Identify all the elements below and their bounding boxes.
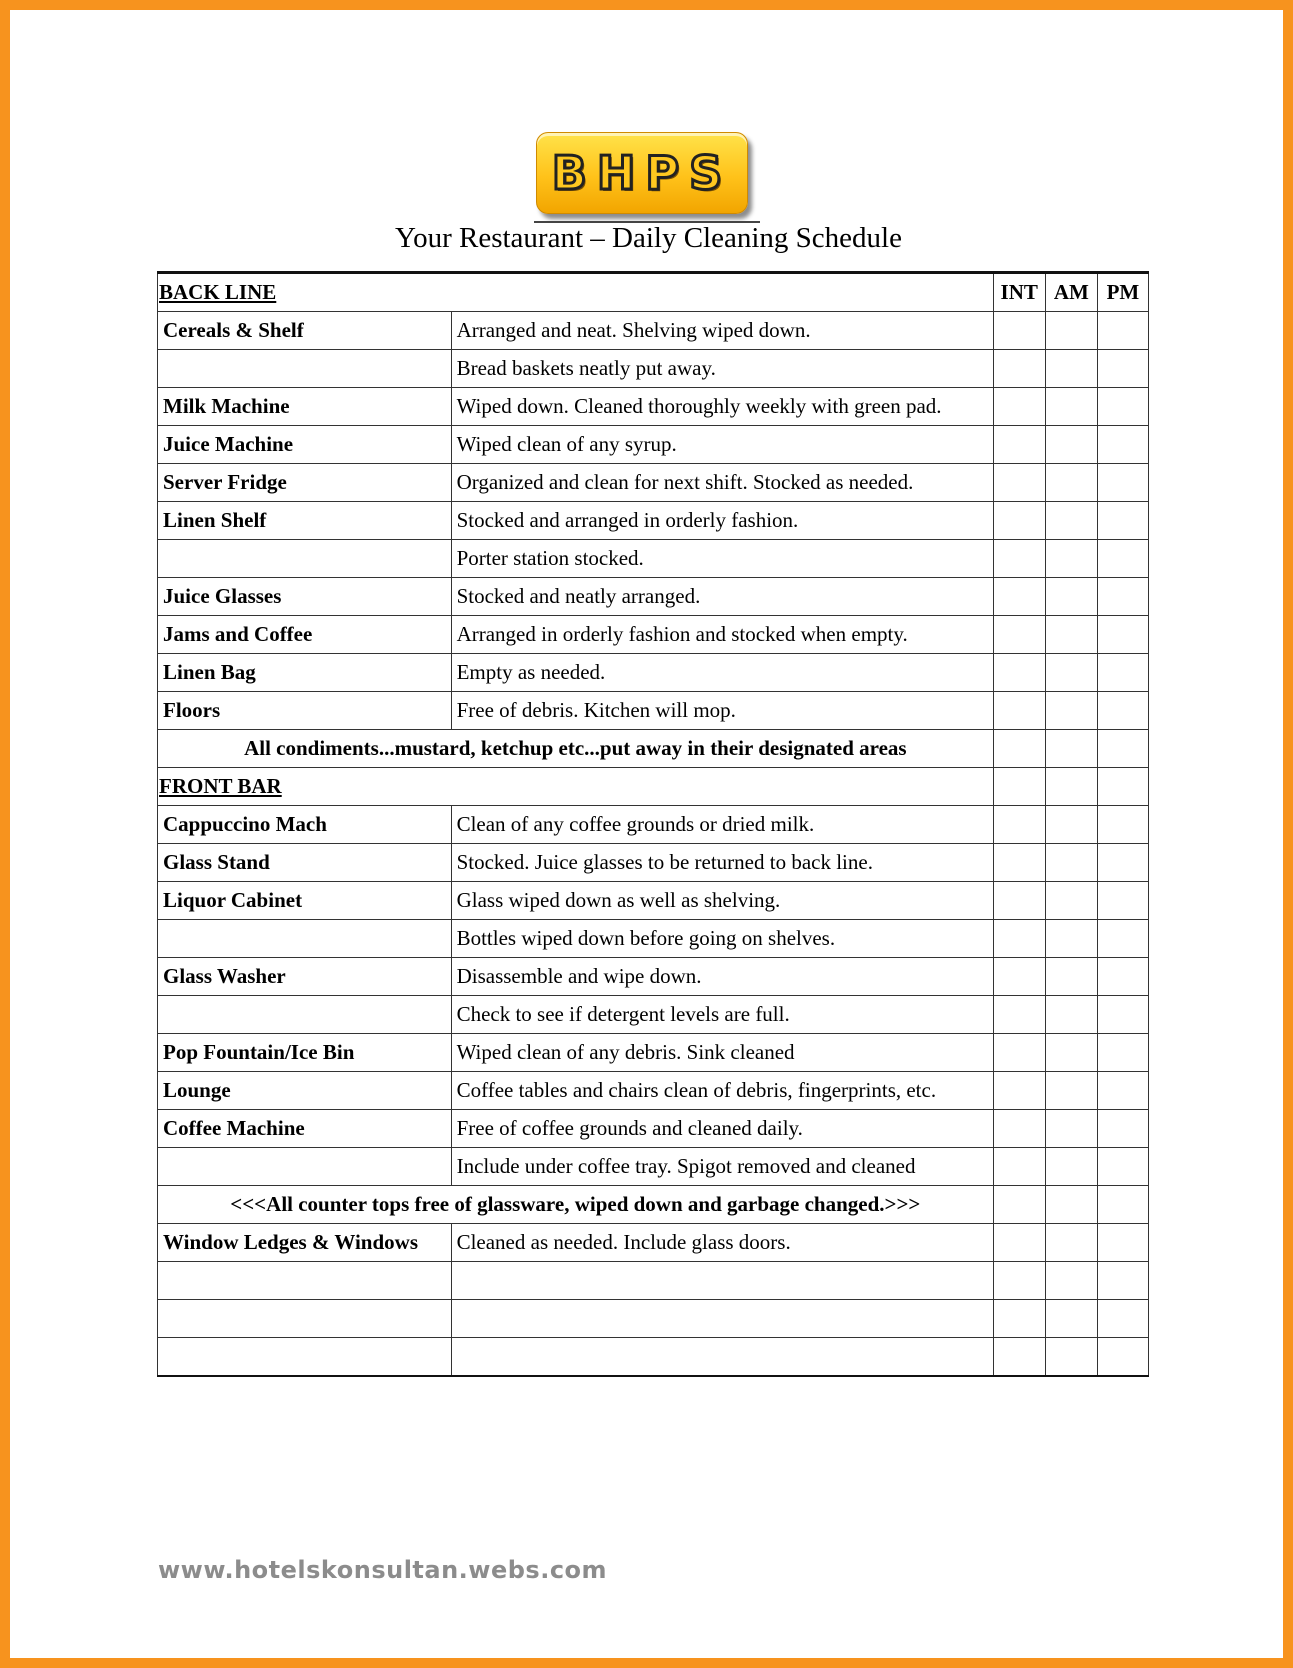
check-cell-pm[interactable] (1097, 312, 1148, 350)
col-int-header: INT (993, 273, 1045, 312)
task-description: Include under coffee tray. Spigot removed and cleaned (451, 1148, 993, 1186)
check-cell-pm[interactable] (1097, 958, 1148, 996)
check-cell-am[interactable] (1045, 502, 1097, 540)
check-cell-int[interactable] (993, 540, 1045, 578)
task-description: Empty as needed. (451, 654, 993, 692)
section-front-bar: FRONT BAR (158, 768, 994, 806)
item-name: Glass Stand (158, 844, 452, 882)
check-cell-pm[interactable] (1097, 578, 1148, 616)
check-cell-pm[interactable] (1097, 768, 1148, 806)
check-cell-am[interactable] (1045, 350, 1097, 388)
table-row (158, 1224, 1149, 1262)
table-row (158, 1148, 1149, 1186)
check-cell-am[interactable] (1045, 1072, 1097, 1110)
item-name (158, 1338, 452, 1377)
item-name: Floors (158, 692, 452, 730)
check-cell-pm[interactable] (1097, 844, 1148, 882)
item-name (158, 1148, 452, 1186)
item-name: Lounge (158, 1072, 452, 1110)
check-cell-am[interactable] (1045, 844, 1097, 882)
check-cell-int[interactable] (993, 312, 1045, 350)
table-row (158, 1300, 1149, 1338)
table-row (158, 540, 1149, 578)
table-row (158, 578, 1149, 616)
item-name: Server Fridge (158, 464, 452, 502)
check-cell-am[interactable] (1045, 768, 1097, 806)
header-row (158, 273, 1149, 312)
check-cell-am[interactable] (1045, 920, 1097, 958)
item-name: Glass Washer (158, 958, 452, 996)
table-row (158, 958, 1149, 996)
check-cell-int[interactable] (993, 920, 1045, 958)
check-cell-int[interactable] (993, 350, 1045, 388)
check-cell-int[interactable] (993, 1034, 1045, 1072)
task-description: Arranged in orderly fashion and stocked when empty. (451, 616, 993, 654)
check-cell-pm[interactable] (1097, 464, 1148, 502)
check-cell-am[interactable] (1045, 958, 1097, 996)
task-description (451, 1300, 993, 1338)
check-cell-am[interactable] (1045, 882, 1097, 920)
check-cell-int[interactable] (993, 730, 1045, 768)
bhps-logo (536, 132, 752, 218)
check-cell-am[interactable] (1045, 578, 1097, 616)
check-cell-am[interactable] (1045, 312, 1097, 350)
check-cell-pm[interactable] (1097, 388, 1148, 426)
check-cell-pm[interactable] (1097, 806, 1148, 844)
task-description: Wiped down. Cleaned thoroughly weekly with green pad. (451, 388, 993, 426)
item-name (158, 350, 452, 388)
table-row (158, 654, 1149, 692)
check-cell-int[interactable] (993, 692, 1045, 730)
check-cell-am[interactable] (1045, 1300, 1097, 1338)
check-cell-int[interactable] (993, 1072, 1045, 1110)
col-am-header: AM (1045, 273, 1097, 312)
check-cell-int[interactable] (993, 388, 1045, 426)
check-cell-am[interactable] (1045, 654, 1097, 692)
task-description: Stocked and arranged in orderly fashion. (451, 502, 993, 540)
table-row (158, 996, 1149, 1034)
check-cell-pm[interactable] (1097, 1148, 1148, 1186)
cleaning-schedule-table (157, 271, 1149, 1377)
table-row (158, 1072, 1149, 1110)
section-front-bar-row (158, 768, 1149, 806)
item-name: Coffee Machine (158, 1110, 452, 1148)
item-name: Juice Machine (158, 426, 452, 464)
check-cell-am[interactable] (1045, 1262, 1097, 1300)
task-description: Free of debris. Kitchen will mop. (451, 692, 993, 730)
check-cell-pm[interactable] (1097, 1338, 1148, 1377)
check-cell-pm[interactable] (1097, 350, 1148, 388)
check-cell-am[interactable] (1045, 1224, 1097, 1262)
table-row (158, 464, 1149, 502)
check-cell-am[interactable] (1045, 616, 1097, 654)
check-cell-pm[interactable] (1097, 1034, 1148, 1072)
check-cell-am[interactable] (1045, 464, 1097, 502)
front-bar-note: <<<All counter tops free of glassware, wiped down and garbage changed.>>> (158, 1186, 994, 1224)
item-name (158, 1300, 452, 1338)
table-row (158, 350, 1149, 388)
check-cell-am[interactable] (1045, 1148, 1097, 1186)
item-name: Milk Machine (158, 388, 452, 426)
check-cell-int[interactable] (993, 1186, 1045, 1224)
check-cell-int[interactable] (993, 1262, 1045, 1300)
logo-text: BHPS (551, 146, 733, 200)
table-row (158, 502, 1149, 540)
check-cell-pm[interactable] (1097, 1186, 1148, 1224)
table-row (158, 1110, 1149, 1148)
item-name (158, 540, 452, 578)
item-name: Window Ledges & Windows (158, 1224, 452, 1262)
check-cell-pm[interactable] (1097, 1072, 1148, 1110)
item-name: Cappuccino Mach (158, 806, 452, 844)
check-cell-int[interactable] (993, 1148, 1045, 1186)
check-cell-pm[interactable] (1097, 730, 1148, 768)
task-description: Bread baskets neatly put away. (451, 350, 993, 388)
task-description: Bottles wiped down before going on shelves. (451, 920, 993, 958)
item-name: Pop Fountain/Ice Bin (158, 1034, 452, 1072)
footer-url: www.hotelskonsultan.webs.com (158, 1556, 608, 1584)
check-cell-pm[interactable] (1097, 616, 1148, 654)
table-row (158, 920, 1149, 958)
table-row (158, 1262, 1149, 1300)
check-cell-pm[interactable] (1097, 654, 1148, 692)
check-cell-am[interactable] (1045, 730, 1097, 768)
check-cell-int[interactable] (993, 426, 1045, 464)
check-cell-pm[interactable] (1097, 1110, 1148, 1148)
item-name: Linen Shelf (158, 502, 452, 540)
check-cell-int[interactable] (993, 996, 1045, 1034)
task-description: Wiped clean of any debris. Sink cleaned (451, 1034, 993, 1072)
check-cell-int[interactable] (993, 654, 1045, 692)
table-row (158, 692, 1149, 730)
item-name: Cereals & Shelf (158, 312, 452, 350)
check-cell-pm[interactable] (1097, 882, 1148, 920)
task-description: Stocked. Juice glasses to be returned to back line. (451, 844, 993, 882)
check-cell-am[interactable] (1045, 1186, 1097, 1224)
check-cell-int[interactable] (993, 578, 1045, 616)
task-description (451, 1338, 993, 1377)
check-cell-am[interactable] (1045, 996, 1097, 1034)
task-description: Check to see if detergent levels are full. (451, 996, 993, 1034)
item-name: Juice Glasses (158, 578, 452, 616)
item-name (158, 996, 452, 1034)
task-description: Glass wiped down as well as shelving. (451, 882, 993, 920)
check-cell-am[interactable] (1045, 692, 1097, 730)
front-bar-note-row (158, 1186, 1149, 1224)
table-row (158, 426, 1149, 464)
check-cell-pm[interactable] (1097, 540, 1148, 578)
task-description: Coffee tables and chairs clean of debris, fingerprints, etc. (451, 1072, 993, 1110)
item-name: Liquor Cabinet (158, 882, 452, 920)
check-cell-int[interactable] (993, 806, 1045, 844)
table-row (158, 1034, 1149, 1072)
task-description: Porter station stocked. (451, 540, 993, 578)
check-cell-am[interactable] (1045, 540, 1097, 578)
check-cell-int[interactable] (993, 1110, 1045, 1148)
col-pm-header: PM (1097, 273, 1148, 312)
task-description: Arranged and neat. Shelving wiped down. (451, 312, 993, 350)
task-description: Stocked and neatly arranged. (451, 578, 993, 616)
task-description: Cleaned as needed. Include glass doors. (451, 1224, 993, 1262)
item-name: Jams and Coffee (158, 616, 452, 654)
check-cell-int[interactable] (993, 882, 1045, 920)
item-name: Linen Bag (158, 654, 452, 692)
task-description: Wiped clean of any syrup. (451, 426, 993, 464)
section-back-line: BACK LINE (158, 273, 994, 312)
task-description: Clean of any coffee grounds or dried milk. (451, 806, 993, 844)
check-cell-pm[interactable] (1097, 1262, 1148, 1300)
check-cell-int[interactable] (993, 616, 1045, 654)
check-cell-am[interactable] (1045, 1338, 1097, 1377)
check-cell-pm[interactable] (1097, 1300, 1148, 1338)
table-row (158, 882, 1149, 920)
check-cell-pm[interactable] (1097, 426, 1148, 464)
check-cell-int[interactable] (993, 768, 1045, 806)
task-description: Free of coffee grounds and cleaned daily. (451, 1110, 993, 1148)
check-cell-am[interactable] (1045, 426, 1097, 464)
check-cell-pm[interactable] (1097, 502, 1148, 540)
table-row (158, 616, 1149, 654)
check-cell-int[interactable] (993, 1224, 1045, 1262)
check-cell-am[interactable] (1045, 1034, 1097, 1072)
task-description: Organized and clean for next shift. Stocked as needed. (451, 464, 993, 502)
table-row (158, 312, 1149, 350)
check-cell-am[interactable] (1045, 1110, 1097, 1148)
check-cell-pm[interactable] (1097, 996, 1148, 1034)
table-row (158, 844, 1149, 882)
task-description (451, 1262, 993, 1300)
item-name (158, 920, 452, 958)
task-description: Disassemble and wipe down. (451, 958, 993, 996)
check-cell-int[interactable] (993, 502, 1045, 540)
table-row (158, 1338, 1149, 1377)
check-cell-am[interactable] (1045, 806, 1097, 844)
check-cell-int[interactable] (993, 844, 1045, 882)
check-cell-int[interactable] (993, 1338, 1045, 1377)
item-name (158, 1262, 452, 1300)
table-row (158, 806, 1149, 844)
check-cell-int[interactable] (993, 958, 1045, 996)
back-line-note: All condiments...mustard, ketchup etc...put away in their designated areas (158, 730, 994, 768)
check-cell-am[interactable] (1045, 388, 1097, 426)
page-title: Your Restaurant – Daily Cleaning Schedule (395, 222, 902, 254)
check-cell-pm[interactable] (1097, 692, 1148, 730)
check-cell-pm[interactable] (1097, 1224, 1148, 1262)
back-line-note-row (158, 730, 1149, 768)
check-cell-int[interactable] (993, 1300, 1045, 1338)
table-row (158, 388, 1149, 426)
check-cell-pm[interactable] (1097, 920, 1148, 958)
check-cell-int[interactable] (993, 464, 1045, 502)
